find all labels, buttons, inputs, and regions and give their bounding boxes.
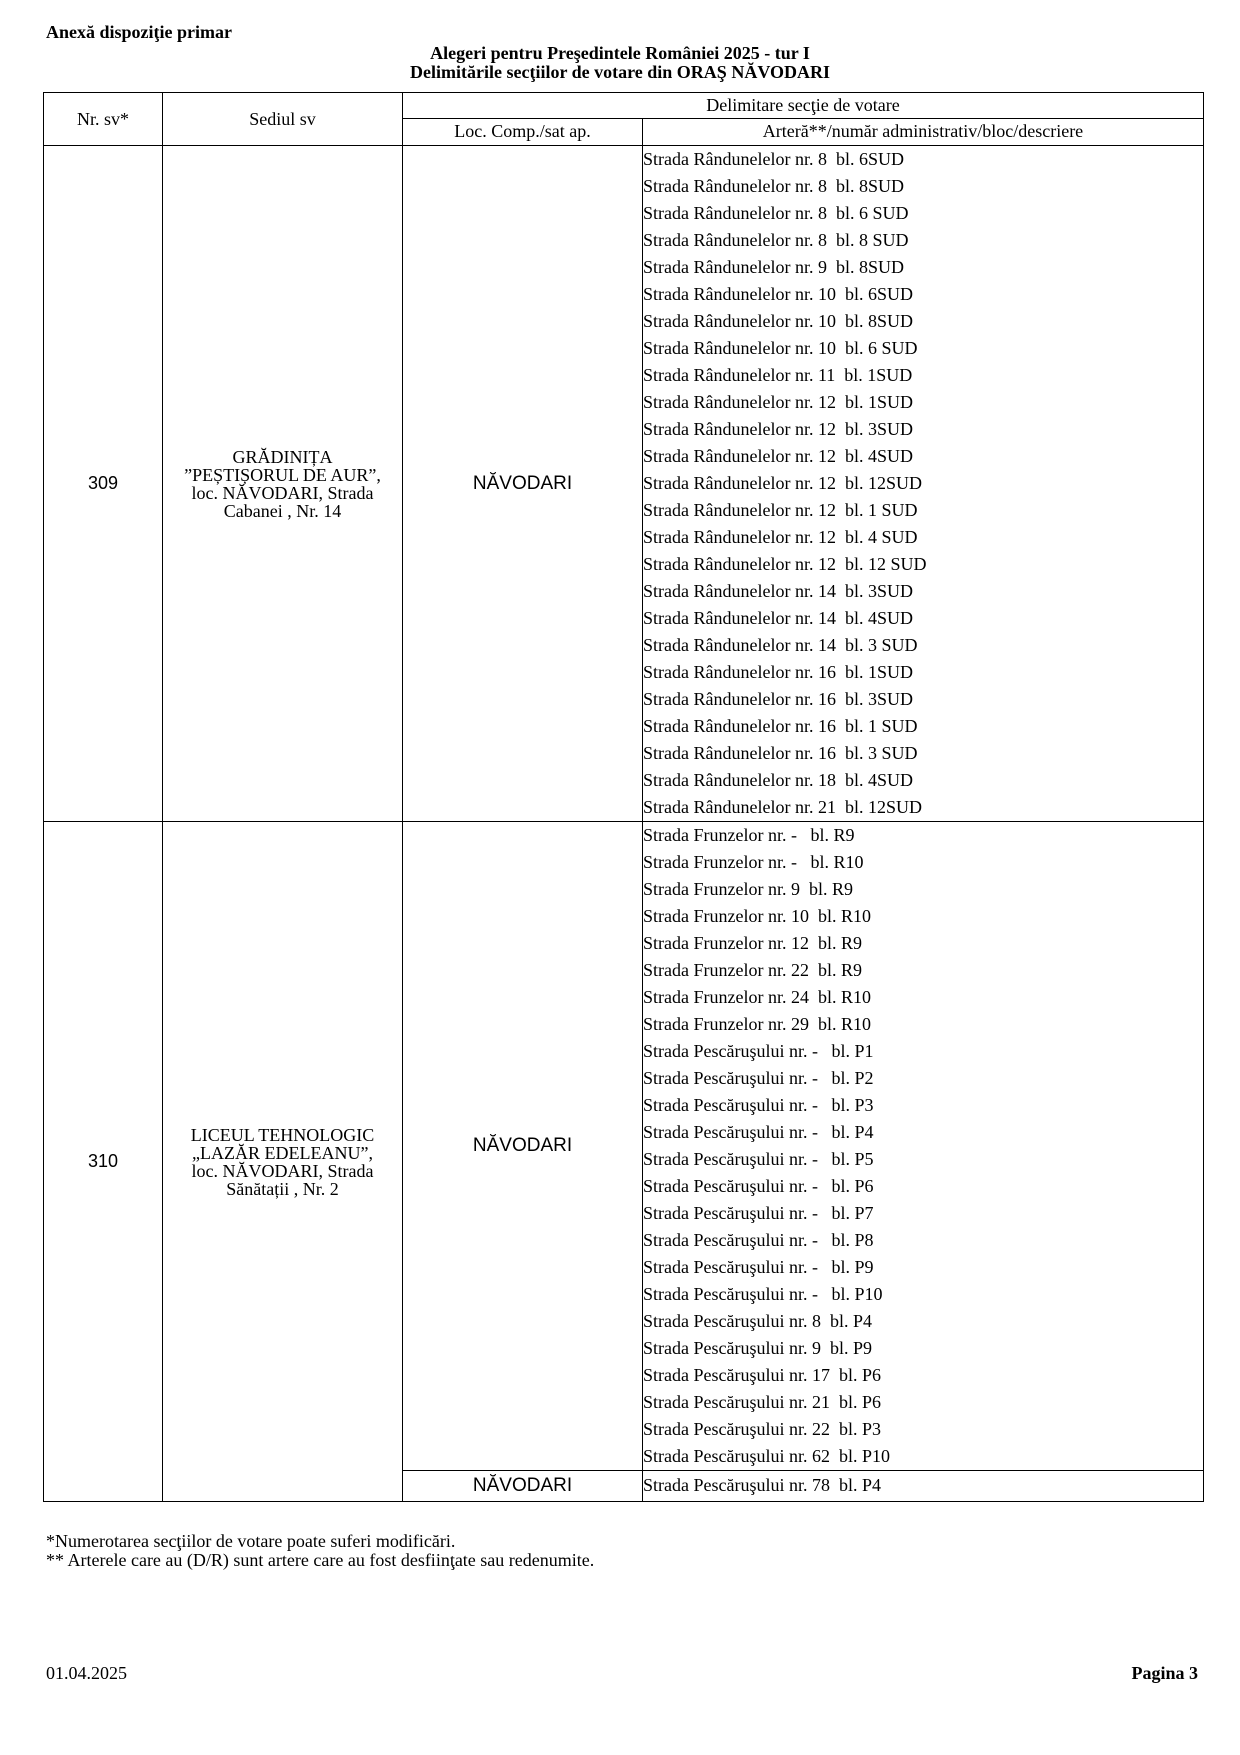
- street-item: Strada Rândunelelor nr. 12 bl. 12SUD: [643, 473, 922, 493]
- section-locality: NĂVODARI: [403, 146, 643, 822]
- street-item: Strada Rândunelelor nr. 14 bl. 3SUD: [643, 581, 913, 601]
- street-item: Strada Pescăruşului nr. - bl. P9: [643, 1257, 874, 1277]
- street-item: Strada Rândunelelor nr. 8 bl. 8 SUD: [643, 230, 909, 250]
- street-item: Strada Pescăruşului nr. - bl. P7: [643, 1203, 874, 1223]
- street-item: Strada Rândunelelor nr. 12 bl. 1 SUD: [643, 500, 918, 520]
- section-number: 310: [44, 822, 163, 1502]
- street-item: Strada Rândunelelor nr. 12 bl. 4SUD: [643, 446, 913, 466]
- street-item: Strada Pescăruşului nr. - bl. P10: [643, 1284, 883, 1304]
- street-item: Strada Frunzelor nr. 22 bl. R9: [643, 960, 862, 980]
- venue-line: Cabanei , Nr. 14: [223, 500, 342, 521]
- header-artery: Arteră**/număr administrativ/bloc/descriere: [643, 118, 1204, 145]
- street-item: Strada Frunzelor nr. 24 bl. R10: [643, 987, 871, 1007]
- street-item: Strada Pescăruşului nr. - bl. P6: [643, 1176, 874, 1196]
- street-item: Strada Rândunelelor nr. 10 bl. 6 SUD: [643, 338, 918, 358]
- street-item: Strada Pescăruşului nr. - bl. P4: [643, 1122, 874, 1142]
- street-item: Strada Rândunelelor nr. 16 bl. 3SUD: [643, 689, 913, 709]
- street-list: [643, 146, 1204, 822]
- section-venue: [163, 822, 403, 1502]
- venue-line: GRĂDINIȚA: [232, 446, 333, 467]
- document-date: 01.04.2025: [46, 1663, 127, 1683]
- street-list: [643, 1471, 1204, 1502]
- polling-sections-table: [43, 92, 1204, 1502]
- street-item: Strada Rândunelelor nr. 21 bl. 12SUD: [643, 797, 922, 817]
- footnotes: [46, 1532, 594, 1570]
- street-item: Strada Rândunelelor nr. 12 bl. 12 SUD: [643, 554, 927, 574]
- header-nr: Nr. sv*: [44, 93, 163, 146]
- venue-line: Sănătații , Nr. 2: [226, 1178, 339, 1199]
- street-item: Strada Rândunelelor nr. 12 bl. 4 SUD: [643, 527, 918, 547]
- street-item: Strada Pescăruşului nr. 9 bl. P9: [643, 1338, 872, 1358]
- street-item: Strada Frunzelor nr. - bl. R9: [643, 825, 855, 845]
- street-item: Strada Rândunelelor nr. 8 bl. 6 SUD: [643, 203, 909, 223]
- footnote: *Numerotarea secţiilor de votare poate suferi modificări.: [46, 1531, 456, 1551]
- venue-line: loc. NĂVODARI, Strada: [191, 1160, 374, 1181]
- header-sediu: Sediul sv: [163, 93, 403, 146]
- section-locality: NĂVODARI: [403, 1471, 643, 1502]
- street-item: Strada Frunzelor nr. 12 bl. R9: [643, 933, 862, 953]
- page-number: Pagina 3: [1131, 1663, 1198, 1683]
- street-item: Strada Rândunelelor nr. 14 bl. 3 SUD: [643, 635, 918, 655]
- document-title: Alegeri pentru Preşedintele României 2025 - tur I: [430, 43, 810, 63]
- street-item: Strada Pescăruşului nr. 8 bl. P4: [643, 1311, 872, 1331]
- header-row: [44, 93, 1204, 119]
- street-item: Strada Rândunelelor nr. 10 bl. 8SUD: [643, 311, 913, 331]
- venue-line: „LAZĂR EDELEANU”,: [192, 1142, 373, 1163]
- venue-line: LICEUL TEHNOLOGIC: [190, 1124, 375, 1145]
- table-row: [44, 146, 1204, 822]
- document-titles: [0, 44, 1240, 82]
- street-item: Strada Pescăruşului nr. - bl. P2: [643, 1068, 874, 1088]
- street-item: Strada Pescăruşului nr. - bl. P5: [643, 1149, 874, 1169]
- table-row: [44, 822, 1204, 1471]
- street-list: [643, 822, 1204, 1471]
- street-item: Strada Rândunelelor nr. 18 bl. 4SUD: [643, 770, 913, 790]
- street-item: Strada Rândunelelor nr. 16 bl. 1 SUD: [643, 716, 918, 736]
- street-item: Strada Frunzelor nr. 10 bl. R10: [643, 906, 871, 926]
- street-item: Strada Rândunelelor nr. 10 bl. 6SUD: [643, 284, 913, 304]
- street-item: Strada Frunzelor nr. 29 bl. R10: [643, 1014, 871, 1034]
- section-venue: [163, 146, 403, 822]
- street-item: Strada Pescăruşului nr. 22 bl. P3: [643, 1419, 881, 1439]
- header-delimitare: Delimitare secţie de votare: [403, 93, 1204, 119]
- section-number: 309: [44, 146, 163, 822]
- street-item: Strada Rândunelelor nr. 8 bl. 8SUD: [643, 176, 904, 196]
- street-item: Strada Rândunelelor nr. 8 bl. 6SUD: [643, 149, 904, 169]
- section-locality: NĂVODARI: [403, 822, 643, 1471]
- street-item: Strada Frunzelor nr. - bl. R10: [643, 852, 864, 872]
- street-item: Strada Rândunelelor nr. 11 bl. 1SUD: [643, 365, 913, 385]
- venue-line: ”PEȘTIȘORUL DE AUR”,: [184, 464, 381, 485]
- street-item: Strada Pescăruşului nr. 78 bl. P4: [643, 1475, 881, 1495]
- footnote: ** Arterele care au (D/R) sunt artere care au fost desfiinţate sau redenumite.: [46, 1550, 595, 1570]
- street-item: Strada Rândunelelor nr. 9 bl. 8SUD: [643, 257, 904, 277]
- street-item: Strada Pescăruşului nr. - bl. P1: [643, 1041, 874, 1061]
- street-item: Strada Pescăruşului nr. - bl. P3: [643, 1095, 874, 1115]
- street-item: Strada Pescăruşului nr. 17 bl. P6: [643, 1365, 881, 1385]
- street-item: Strada Rândunelelor nr. 14 bl. 4SUD: [643, 608, 913, 628]
- street-item: Strada Rândunelelor nr. 12 bl. 1SUD: [643, 392, 913, 412]
- venue-line: loc. NĂVODARI, Strada: [191, 482, 374, 503]
- street-item: Strada Frunzelor nr. 9 bl. R9: [643, 879, 853, 899]
- street-item: Strada Rândunelelor nr. 16 bl. 3 SUD: [643, 743, 918, 763]
- document-subtitle: Delimitările secţiilor de votare din ORAŞ NĂVODARI: [410, 62, 830, 82]
- street-item: Strada Pescăruşului nr. 21 bl. P6: [643, 1392, 881, 1412]
- header-locality: Loc. Comp./sat ap.: [403, 118, 643, 145]
- street-item: Strada Pescăruşului nr. - bl. P8: [643, 1230, 874, 1250]
- street-item: Strada Pescăruşului nr. 62 bl. P10: [643, 1446, 890, 1466]
- street-item: Strada Rândunelelor nr. 12 bl. 3SUD: [643, 419, 913, 439]
- street-item: Strada Rândunelelor nr. 16 bl. 1SUD: [643, 662, 913, 682]
- annex-label: Anexă dispoziţie primar: [46, 22, 232, 42]
